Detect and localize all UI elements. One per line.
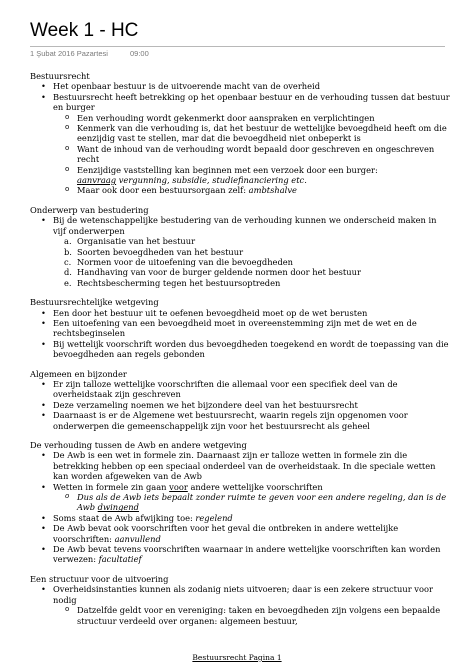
- sub-list: [53, 113, 450, 196]
- lettered-item: b. Soorten bevoegdheden van het bestuur: [64, 246, 244, 257]
- page-date: 1 Şubat 2016 Pazartesi: [30, 49, 108, 58]
- lettered-item: d. Handhaving van voor de burger geldende normen door het bestuur: [64, 267, 361, 278]
- section-heading: Onderwerp van bestudering: [30, 204, 149, 215]
- list-item: • De Awb is een wet in formele zin. Daarnaast zijn er talloze wetten in formele zin die betrekking hebben op een speciaal onderdeel van de overheidstaak. In die speciale wetten kan worden afgeweken van de Awb: [30, 450, 450, 481]
- list-item: • Overheidsinstanties kunnen als zodanig niets uitvoeren; daar is een zekere structuur voor nodig o Datzelfde geldt voor en vereniging: taken en bevoegdheden zijn volgens een bepaalde structuur verdeeld over organen: algemeen bestuur,: [30, 584, 450, 626]
- section-heading: Algemeen en bijzonder: [30, 368, 127, 379]
- section-wetgeving: [30, 297, 450, 359]
- bullet-list: [30, 308, 450, 360]
- sub-list-item: o Want de inhoud van de verhouding wordt bepaald door geschreven en ongeschreven recht: [30, 144, 450, 165]
- term-voor: voor: [169, 481, 188, 492]
- sub-list-item: o Dus als de Awb iets bepaalt zonder ruimte te geven voor een andere regeling, dan is de Awb dwingend: [30, 492, 450, 513]
- list-item: • Een door het bestuur uit te oefenen bevoegdheid moet op de wet berusten: [30, 308, 450, 318]
- section-onderwerp: [30, 205, 450, 288]
- section-structuur: [30, 574, 450, 626]
- section-algemeen-bijzonder: [30, 369, 450, 431]
- title-divider: [30, 46, 445, 47]
- note-content: [30, 71, 450, 626]
- list-item: • Deze verzameling noemen we het bijzondere deel van het bestuursrecht: [30, 400, 450, 410]
- page-footer: [0, 653, 474, 663]
- page-time: 09:00: [129, 49, 149, 58]
- lettered-item: e. Rechtsbescherming tegen het bestuursoptreden: [64, 277, 281, 288]
- section-awb-verhouding: [30, 440, 450, 565]
- lettered-item: a. Organisatie van het bestuur: [64, 236, 196, 247]
- list-item: • Bij wettelijk voorschrift worden dus bevoegdheden toegekend en wordt de toepassing van die bevoegdheden aan regels gebonden: [30, 339, 450, 360]
- lettered-list: [53, 236, 450, 288]
- list-item: • Wetten in formele zin gaan voor andere wettelijke voorschriften o Dus als de Awb iets bepaalt zonder ruimte te geven voor een andere regeling, dan is de Awb dwingend: [30, 482, 450, 513]
- term-aanvullend: aanvullend: [114, 533, 161, 544]
- list-item: • Een uitoefening van een bevoegdheid moet in overeenstemming zijn met de wet en de rechtsbeginselen: [30, 318, 450, 339]
- footer-page-label: Bestuursrecht Pagina 1: [192, 653, 282, 662]
- term-facultatief: facultatief: [98, 554, 142, 565]
- bullet-list: [30, 450, 450, 564]
- term-dwingend: dwingend: [97, 502, 139, 513]
- list-item: • Er zijn talloze wettelijke voorschriften die allemaal voor een specifiek deel van de overheidstaak zijn geschreven: [30, 379, 450, 400]
- section-heading: Bestuursrechtelijke wetgeving: [30, 297, 159, 308]
- term-aanvraag: aanvraag: [77, 175, 117, 186]
- list-item: • Daarnaast is er de Algemene wet bestuursrecht, waarin regels zijn opgenomen voor onderwerpen die gemeenschappelijk zijn voor het bestuursrecht als geheel: [30, 410, 450, 431]
- term-regelend: regelend: [195, 512, 233, 523]
- sub-list-item: o Kenmerk van die verhouding is, dat het bestuur de wettelijke bevoegdheid heeft om die eenzijdig vast te stellen, mar dat die bevoegdheid niet onbeperkt is: [30, 123, 450, 144]
- sub-list: [53, 605, 450, 626]
- sub-list: [53, 492, 450, 513]
- term-ambtshalve: ambtshalve: [248, 185, 297, 196]
- bullet-list: [30, 215, 450, 288]
- sub-list-item: o Datzelfde geldt voor en vereniging: taken en bevoegdheden zijn volgens een bepaalde structuur verdeeld over organen: algemeen bestuur,: [30, 605, 450, 626]
- list-item: • Soms staat de Awb afwijking toe: regelend: [30, 513, 450, 523]
- list-item: • Bij de wetenschappelijke bestudering van de verhouding kunnen we onderscheid maken in vijf onderwerpen a. Organisatie van het bestuur b. Soorten bevoegdheden van het bestuur c. Normen voor de uitoefening van die bevoegdheden d. Handhaving van voor de burger geldende normen door het bestuur e. Rechtsbescherming tegen het bestuursoptreden: [30, 215, 450, 288]
- list-item: • De Awb bevat tevens voorschriften waarnaar in andere wettelijke voorschriften kan worden verwezen: facultatief: [30, 544, 450, 565]
- page-title: Week 1 - HC: [30, 20, 139, 41]
- bullet-list: [30, 584, 450, 626]
- list-item: • Bestuursrecht heeft betrekking op het openbaar bestuur en de verhouding tussen dat bestuur en burger o Een verhouding wordt gekenmerkt door aanspraken en verplichtingen o Kenmerk van die verhouding is, dat het bestuur de wettelijke bevoegdheid heeft om die eenzijdig vast te stellen, mar dat die bevoegdheid niet onbeperkt is o Want de inhoud van de verhouding wordt bepaald door geschreven en ongeschreven recht o Eenzijdige vaststelling kan beginnen met een verzoek door een burger: aanvraag vergunning, subsidie, studiefinanciering etc. o Maar ook door een bestuursorgaan zelf: ambtshalve: [30, 92, 450, 196]
- bullet-list: [30, 379, 450, 431]
- list-item: • De Awb bevat ook voorschriften voor het geval die ontbreken in andere wettelijke voorschriften: aanvullend: [30, 523, 450, 544]
- section-bestuursrecht: [30, 71, 450, 196]
- list-item: • Het openbaar bestuur is de uitvoerende macht van de overheid: [30, 81, 450, 91]
- bullet-list: [30, 81, 450, 195]
- sub-list-item: o Eenzijdige vaststelling kan beginnen met een verzoek door een burger: aanvraag vergunning, subsidie, studiefinanciering etc.: [30, 165, 450, 186]
- section-heading: Een structuur voor de uitvoering: [30, 573, 169, 584]
- sub-list-item: o Maar ook door een bestuursorgaan zelf: ambtshalve: [30, 185, 450, 195]
- lettered-item: c. Normen voor de uitoefening van die bevoegdheden: [64, 256, 294, 267]
- section-heading: Bestuursrecht: [30, 71, 90, 81]
- section-heading: De verhouding tussen de Awb en andere wetgeving: [30, 440, 247, 450]
- page-metadata: [30, 49, 149, 59]
- sub-list-item: o Een verhouding wordt gekenmerkt door aanspraken en verplichtingen: [30, 113, 450, 123]
